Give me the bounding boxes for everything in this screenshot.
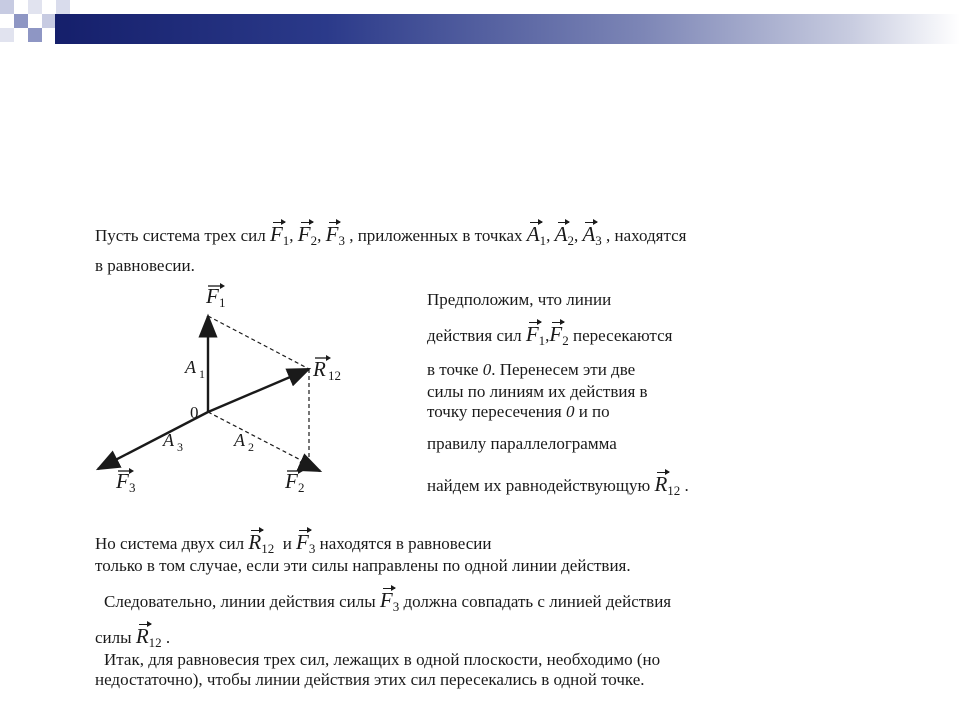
label-a3 [162, 430, 183, 454]
vector-f2-right: F [549, 322, 563, 346]
right-line-5: точку пересечения 0 и по [427, 402, 610, 421]
vector-f3: F [325, 222, 339, 246]
svg-text:3: 3 [129, 480, 136, 495]
svg-text:A: A [185, 357, 196, 377]
svg-text:A: A [234, 430, 245, 450]
label-f1 [205, 283, 226, 310]
vector-r12-right: R [654, 472, 668, 496]
svg-text:R: R [313, 357, 326, 381]
svg-text:1: 1 [199, 367, 205, 381]
vector-f1-right: F [525, 322, 539, 346]
vector-a1: A [526, 222, 540, 246]
right-line-7: найдем их равнодействующую $R_{12}$ . [427, 472, 689, 498]
dashed-line-a2 [208, 412, 320, 470]
bottom-line-5: Итак, для равновесия трех сил, лежащих в одной плоскости, необходимо (но [104, 650, 661, 669]
bottom-line-4: силы $R_{12}$ . [95, 624, 171, 650]
bottom-line-3: Следовательно, линии действия силы $F_3$ должна совпадать с линией действия [104, 588, 672, 614]
label-a1 [184, 357, 205, 381]
bottom-line-2: только в том случае, если эти силы направлены по одной линии действия. [95, 556, 631, 575]
intro-line-2: в равновесии. [95, 256, 195, 275]
vector-f1: F [269, 222, 283, 246]
label-origin: 0 [190, 403, 199, 422]
vector-f2: F [297, 222, 311, 246]
vector-r12-bottom: R [248, 530, 262, 554]
bottom-line-1: Но система двух сил $R_{12}$ и $F_3$ находятся в равновесии [95, 530, 492, 556]
vector-f3-bottom: F [296, 530, 309, 554]
label-r12 [312, 355, 341, 383]
svg-text:F: F [285, 469, 298, 493]
svg-text:2: 2 [248, 440, 254, 454]
label-a2 [233, 430, 254, 454]
svg-text:2: 2 [298, 480, 305, 495]
vector-r12-line4: R [135, 624, 149, 648]
label-f2 [284, 468, 305, 495]
right-line-2: действия сил $F_1,F_2$ пересекаются [427, 322, 673, 348]
vector-f3-line3: F [379, 588, 393, 612]
svg-text:3: 3 [177, 440, 183, 454]
svg-text:1: 1 [219, 295, 226, 310]
vector-a2: A [554, 222, 568, 246]
intro-line-1: Пусть система трех сил $F_1$, $F_2$, $F_3$ , приложенных в точках $A_1$, $A_2$, $A_3$ , находятся [95, 222, 687, 248]
label-f3 [115, 468, 136, 495]
svg-text:F: F [206, 284, 219, 308]
vector-a3: A [582, 222, 596, 246]
right-line-4: силы по линиям их действия в [427, 382, 648, 401]
vector-line-f2 [300, 462, 320, 471]
vector-line-r12 [208, 369, 309, 412]
right-line-3: в точке 0. Перенесем эти две [427, 360, 636, 379]
svg-text:A: A [163, 430, 174, 450]
bottom-line-6: недостаточно), чтобы линии действия этих сил пересекались в одной точке. [95, 670, 645, 689]
dashed-line-top [208, 316, 309, 369]
svg-text:F: F [116, 469, 129, 493]
svg-text:12: 12 [328, 368, 341, 383]
right-line-1: Предположим, что линии [427, 290, 612, 309]
right-line-6: правилу параллелограмма [427, 434, 617, 453]
